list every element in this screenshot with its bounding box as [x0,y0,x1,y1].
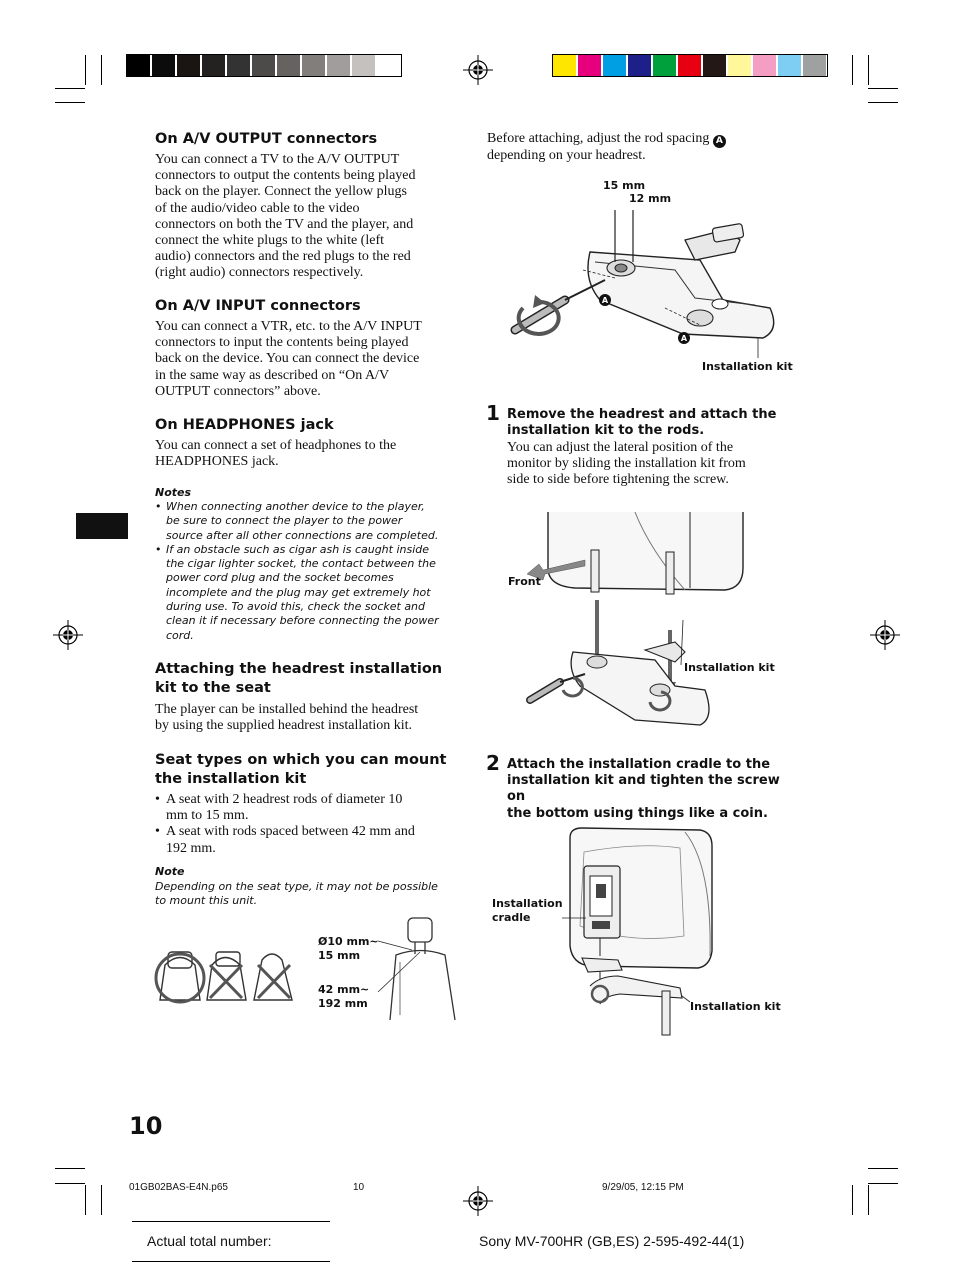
footer-rule-bottom [132,1261,330,1262]
seat-type-item: • A seat with rods spaced between 42 mm and 192 mm. [155,824,460,856]
color-swatch [352,55,375,76]
registration-target-right [870,620,900,650]
seat-ok-icon [156,952,204,1002]
heading-attaching: Attaching the headrest installation kit to the seat [155,661,443,696]
page-number: 10 [129,1112,163,1140]
color-swatch [603,55,626,76]
color-swatch [227,55,250,76]
registration-target-top [463,55,493,85]
marker-a-icon: A [713,135,726,148]
step-1-text: You can adjust the lateral position of the monitor by sliding the installation kit from side to side before tightening the screw. [507,440,746,488]
footer-product: Sony MV-700HR (GB,ES) 2-595-492-44(1) [479,1233,745,1249]
note-title: Note [155,865,185,878]
color-swatch [553,55,576,76]
registration-target-left [53,620,83,650]
heading-av-input: On A/V INPUT connectors [155,298,361,314]
step-2-number: 2 [486,751,500,775]
footer-datetime: 9/29/05, 12:15 PM [602,1182,684,1193]
notes-title: Notes [155,486,192,499]
step-1-title: Remove the headrest and attach the installation kit to the rods. [507,407,777,439]
process-color-bar [552,54,828,77]
note-item: • When connecting another device to the player, be sure to connect the player to the power source after all other connections are completed. [155,500,460,543]
label-installation-kit-2: Installation kit [684,661,775,674]
seat-not-ok-icon [207,952,246,1000]
color-swatch [653,55,676,76]
color-swatch [277,55,300,76]
color-swatch [377,55,400,76]
color-swatch [778,55,801,76]
seat-detail-drawing [378,918,455,1020]
note-text: Depending on the seat type, it may not be possible to mount this unit. [155,880,438,908]
seat-not-ok-icon [254,954,292,1000]
text-av-output: You can connect a TV to the A/V OUTPUT connectors to output the contents being played back on the player. Connect the yellow plugs of the audio/video cable to the video connectors on both the TV and the player, and connect the white plugs to the white (left audio) connectors and the red plugs to the red (right audio) connectors respectively. [155,152,416,281]
footer-filename: 01GB02BAS-E4N.p65 [129,1182,228,1193]
text-headphones: You can connect a set of headphones to the HEADPHONES jack. [155,438,397,470]
color-swatch [678,55,701,76]
heading-av-output: On A/V OUTPUT connectors [155,131,378,147]
color-swatch [252,55,275,76]
heading-headphones: On HEADPHONES jack [155,417,334,433]
color-swatch [327,55,350,76]
note-item: • If an obstacle such as cigar ash is caught inside the cigar lighter socket, the contact between the power cord plug and the socket becomes incomplete and the plug may get extremely hot during use. To avoid this, check the socket and clean it if necessary before connecting the power cord. [155,543,460,643]
text-attaching: The player can be installed behind the headrest by using the supplied headrest installation kit. [155,702,419,734]
footer-page: 10 [353,1182,365,1193]
label-installation-kit-3: Installation kit [690,1000,781,1013]
color-swatch [803,55,826,76]
svg-text:A: A [601,296,609,305]
intro-text: Before attaching, adjust the rod spacing A depending on your headrest. [487,131,787,164]
step-2-title: Attach the installation cradle to the installation kit and tighten the screw on the bottom using things like a coin. [507,757,780,821]
color-swatch [152,55,175,76]
color-swatch [578,55,601,76]
label-12mm: 12 mm [629,192,672,205]
color-swatch [302,55,325,76]
label-installation-kit-1: Installation kit [702,360,793,373]
rod-spacing-figure [495,190,795,370]
color-swatch [753,55,776,76]
color-swatch [728,55,751,76]
attach-kit-figure [515,510,775,735]
color-swatch [628,55,651,76]
color-swatch [202,55,225,76]
color-swatch [703,55,726,76]
footer-rule-top [132,1221,330,1222]
notes-list [155,500,460,643]
label-installation-cradle: Installation cradle [492,897,563,924]
footer-actual-total: Actual total number: [147,1233,272,1249]
label-15mm: 15 mm [603,179,646,192]
label-rod-spacing: 42 mm~ 192 mm [318,983,370,1010]
label-rod-diameter: Ø10 mm~ 15 mm [318,935,379,962]
label-front: Front [508,575,541,588]
color-swatch [177,55,200,76]
section-tab [76,513,128,539]
seat-type-item: • A seat with 2 headrest rods of diameter 10 mm to 15 mm. [155,792,460,824]
step-1-number: 1 [486,401,500,425]
svg-text:A: A [680,334,688,343]
color-swatch [127,55,150,76]
seat-types-figure [150,910,470,1020]
registration-target-bottom [463,1186,493,1216]
grayscale-bar [126,54,402,77]
text-av-input: You can connect a VTR, etc. to the A/V INPUT connectors to input the contents being played back on the device. You can connect the device in the same way as described on “On A/V OUTPUT connectors” above. [155,319,422,399]
heading-seat-types: Seat types on which you can mount the installation kit [155,752,447,787]
seat-types-list [155,792,460,857]
